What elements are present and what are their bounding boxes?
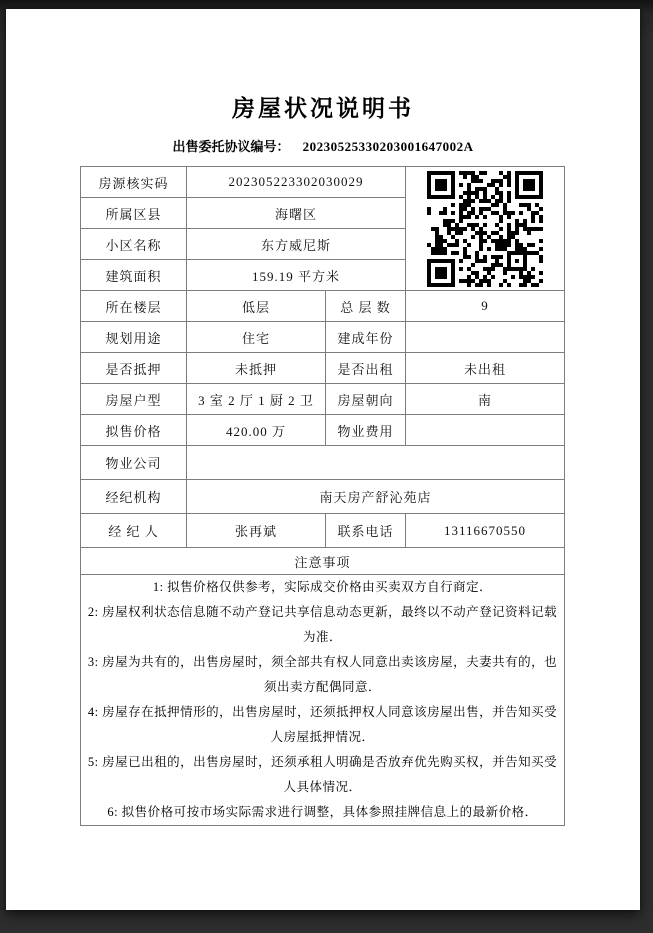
field-value-agency: 南天房产舒沁苑店 (187, 480, 565, 514)
table-row (81, 480, 565, 514)
field-label-planned-use: 规划用途 (81, 322, 187, 353)
notice-body-row (81, 575, 565, 826)
field-value-building-area: 159.19 平方米 (187, 260, 406, 291)
table-row (81, 291, 565, 322)
field-label-asking-price: 拟售价格 (81, 415, 187, 446)
field-value-agent: 张再斌 (187, 514, 326, 548)
field-value-verification-code: 202305223302030029 (187, 167, 406, 198)
table-row (81, 353, 565, 384)
table-row (81, 384, 565, 415)
field-label-year-built: 建成年份 (326, 322, 406, 353)
field-value-mortgage-status: 未抵押 (187, 353, 326, 384)
field-value-floor-level: 低层 (187, 291, 326, 322)
notice-header-row (81, 548, 565, 575)
field-label-floor-level: 所在楼层 (81, 291, 187, 322)
field-label-agent: 经 纪 人 (81, 514, 187, 548)
notice-body (81, 575, 565, 826)
field-label-building-area: 建筑面积 (81, 260, 187, 291)
field-value-year-built (406, 322, 565, 353)
field-value-contact-phone: 13116670550 (406, 514, 565, 548)
agreement-number-value: 20230525330203001647002A (302, 139, 474, 154)
notice-item: 4: 房屋存在抵押情形的，出售房屋时，还须抵押权人同意该房屋出售，并告知买受人房屋抵押情况． (87, 705, 558, 744)
field-value-total-floors: 9 (406, 291, 565, 322)
table-row (81, 446, 565, 480)
field-value-district: 海曙区 (187, 198, 406, 229)
document-page (6, 9, 640, 910)
notice-item: 2: 房屋权利状态信息随不动产登记共享信息动态更新，最终以不动产登记资料记载为准． (87, 605, 558, 644)
agreement-number-line (6, 138, 640, 155)
table-row (81, 322, 565, 353)
field-label-house-layout: 房屋户型 (81, 384, 187, 415)
notice-item: 1: 拟售价格仅供参考，实际成交价格由买卖双方自行商定． (152, 580, 493, 594)
field-value-rental-status: 未出租 (406, 353, 565, 384)
page-title: 房屋状况说明书 (232, 96, 414, 121)
field-value-asking-price: 420.00 万 (187, 415, 326, 446)
field-value-community: 东方威尼斯 (187, 229, 406, 260)
field-label-community: 小区名称 (81, 229, 187, 260)
notice-item: 5: 房屋已出租的，出售房屋时，还须承租人明确是否放弃优先购买权，并告知买受人具体情况． (87, 755, 558, 794)
table-row (81, 167, 565, 198)
table-row (81, 415, 565, 446)
field-label-agency: 经纪机构 (81, 480, 187, 514)
field-value-planned-use: 住宅 (187, 322, 326, 353)
field-label-rental-status: 是否出租 (326, 353, 406, 384)
field-label-property-fee: 物业费用 (326, 415, 406, 446)
field-label-orientation: 房屋朝向 (326, 384, 406, 415)
notice-item: 3: 房屋为共有的，出售房屋时，须全部共有权人同意出卖该房屋，夫妻共有的，也须出卖方配偶同意． (87, 655, 558, 694)
field-value-orientation: 南 (406, 384, 565, 415)
field-label-verification-code: 房源核实码 (81, 167, 187, 198)
field-value-property-company (187, 446, 565, 480)
field-label-property-company: 物业公司 (81, 446, 187, 480)
property-info-table (80, 166, 565, 826)
field-label-contact-phone: 联系电话 (326, 514, 406, 548)
field-label-mortgage-status: 是否抵押 (81, 353, 187, 384)
qr-code (410, 171, 560, 287)
field-value-house-layout: 3 室 2 厅 1 厨 2 卫 (187, 384, 326, 415)
field-label-district: 所属区县 (81, 198, 187, 229)
field-label-total-floors: 总 层 数 (326, 291, 406, 322)
notice-item: 6: 拟售价格可按市场实际需求进行调整，具体参照挂牌信息上的最新价格． (107, 805, 538, 819)
qr-cell (406, 167, 565, 291)
table-row (81, 514, 565, 548)
notice-header: 注意事项 (81, 548, 565, 575)
agreement-number-label: 出售委托协议编号： (172, 139, 290, 154)
field-value-property-fee (406, 415, 565, 446)
